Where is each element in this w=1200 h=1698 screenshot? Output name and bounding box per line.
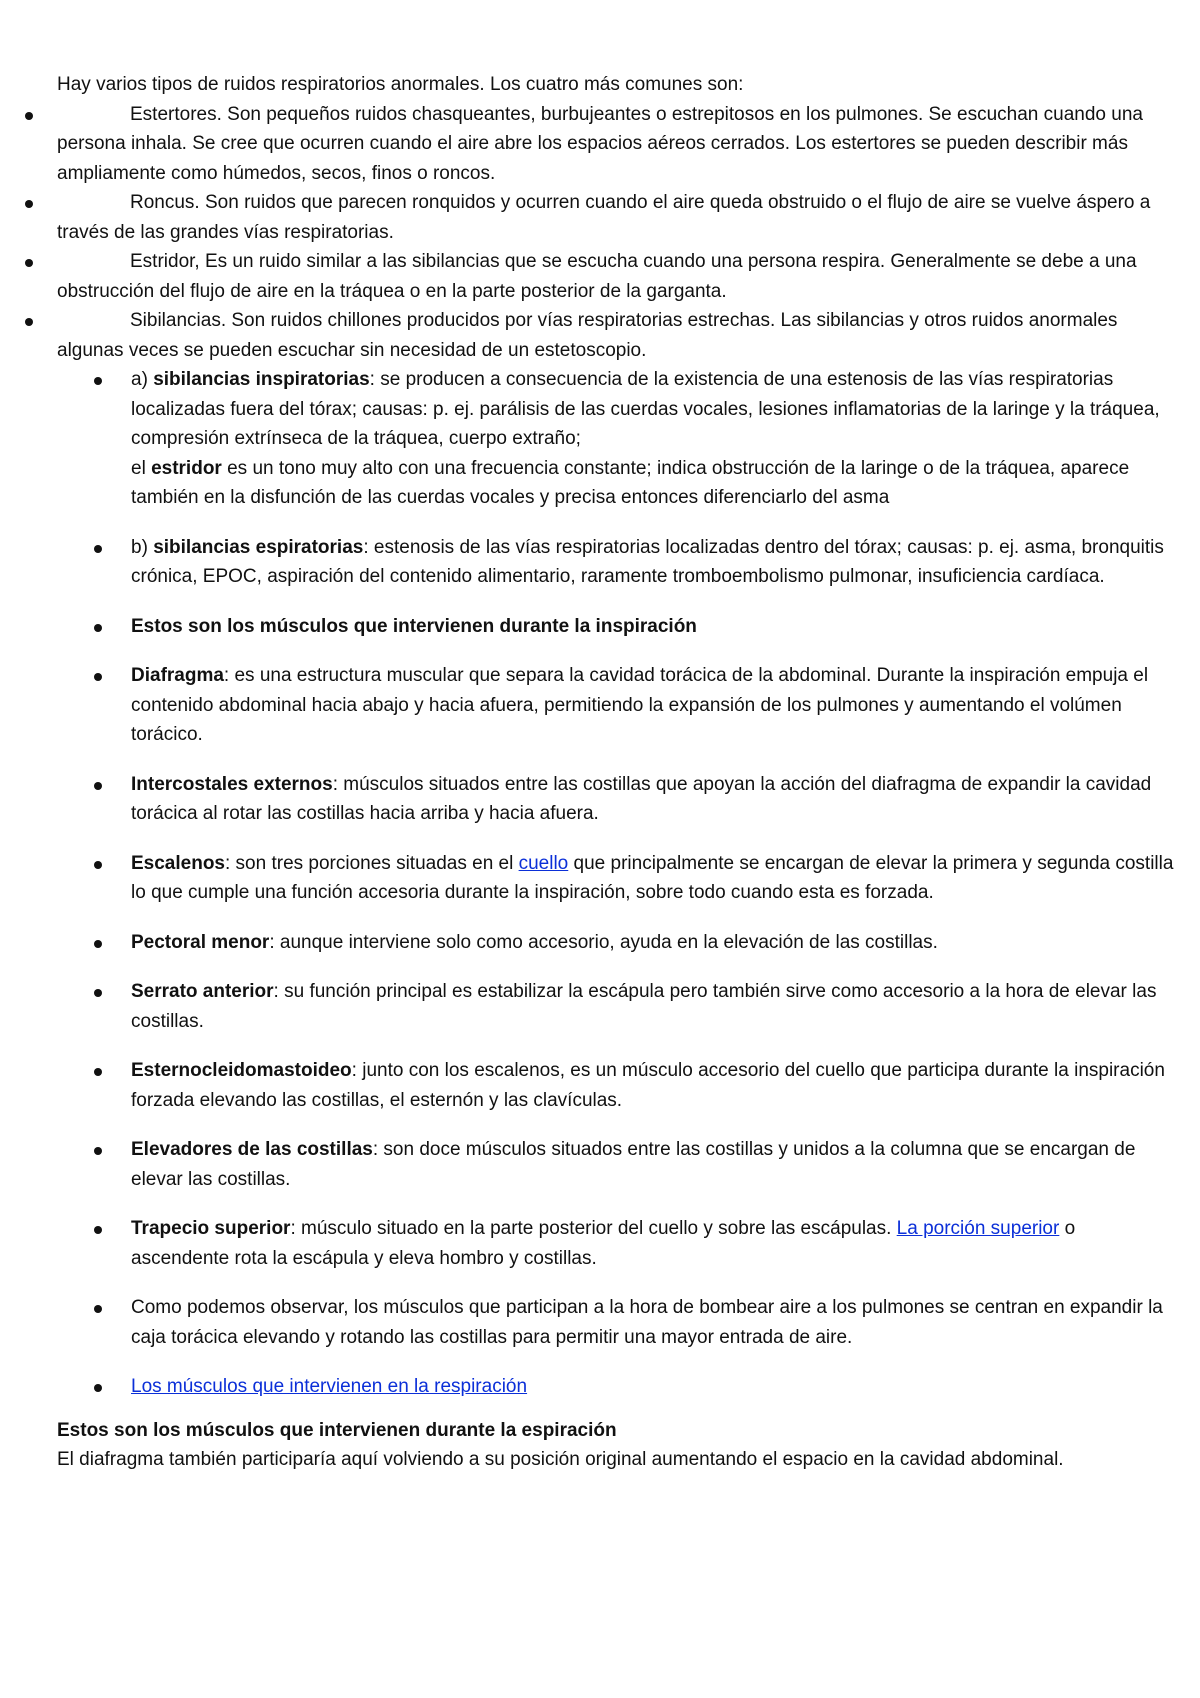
intro-paragraph: Hay varios tipos de ruidos respiratorios anormales. Los cuatro más comunes son: bbox=[57, 74, 744, 95]
term-label: Pectoral menor bbox=[131, 931, 270, 953]
list-item-estertores bbox=[57, 100, 1177, 189]
bullet-icon bbox=[94, 545, 102, 553]
term-label: Diafragma bbox=[131, 665, 224, 686]
list-item-text: Estertores. Son pequeños ruidos chasqueantes, burbujeantes o estrepitosos en los pulmones. Se escuchan cuando una persona inhala. Se cree que ocurren cuando el aire abre los espacios aéreos cerrados. Los estertores se pueden describir más ampliamente como húmedos, secos, finos o roncos. bbox=[57, 103, 1143, 184]
musculos-respiracion-link[interactable]: Los músculos que intervienen en la respiración bbox=[131, 1376, 528, 1397]
list-item-estridor bbox=[57, 247, 1177, 306]
list-item-sibilancias-espiratorias: b) sibilancias espiratorias: estenosis de las vías respiratorias localizadas dentro del tórax; causas: p. ej. asma, bronquitis crónica, EPOC, aspiración del contenido alimentario, raramente tromboembolismo pulmonar, insuficiencia cardíaca. bbox=[57, 533, 1177, 592]
bullet-icon bbox=[94, 1068, 102, 1076]
expiration-paragraph: El diafragma también participaría aquí volviendo a su posición original aumentando el espacio en la cavidad abdominal. bbox=[57, 1449, 1064, 1470]
term-label: Trapecio superior bbox=[131, 1218, 291, 1239]
bullet-icon bbox=[94, 940, 102, 948]
bullet-icon bbox=[94, 624, 102, 632]
bullet-icon bbox=[94, 1147, 102, 1155]
term-label: sibilancias espiratorias bbox=[153, 536, 364, 558]
expiration-heading: Estos son los músculos que intervienen durante la espiración bbox=[57, 1419, 617, 1441]
list-item-elevadores: Elevadores de las costillas: son doce músculos situados entre las costillas y unidos a la columna que se encargan de elevar las costillas. bbox=[57, 1135, 1177, 1194]
bullet-icon bbox=[94, 1305, 102, 1313]
bullet-icon bbox=[25, 259, 33, 267]
term-label: estridor bbox=[151, 457, 222, 479]
bullet-icon bbox=[94, 1384, 102, 1392]
list-item-pectoral: Pectoral menor: aunque interviene solo como accesorio, ayuda en la elevación de las costillas. bbox=[57, 928, 1177, 958]
term-label: sibilancias inspiratorias bbox=[153, 369, 370, 390]
term-label: Esternocleidomastoideo bbox=[131, 1060, 352, 1081]
list-item-serrato: Serrato anterior: su función principal es estabilizar la escápula pero también sirve como accesorio a la hora de elevar las costillas. bbox=[57, 977, 1177, 1036]
list-item-diafragma: Diafragma: es una estructura muscular que separa la cavidad torácica de la abdominal. Durante la inspiración empuja el contenido abdominal hacia abajo y hacia afuera, permitiendo la expansión de los pulmones y aumentando el volúmen torácico. bbox=[57, 661, 1177, 750]
list-item-link bbox=[57, 1372, 1177, 1402]
bullet-icon bbox=[94, 861, 102, 869]
term-label: Elevadores de las costillas bbox=[131, 1139, 373, 1160]
list-item-esternocleidomastoideo: Esternocleidomastoideo: junto con los escalenos, es un músculo accesorio del cuello que participa durante la inspiración forzada elevando las costillas, el esternón y las clavículas. bbox=[57, 1056, 1177, 1115]
term-label: Intercostales externos bbox=[131, 773, 333, 795]
bullet-icon bbox=[25, 200, 33, 208]
list-item-text: Sibilancias. Son ruidos chillones producidos por vías respiratorias estrechas. Las sibilancias y otros ruidos anormales algunas veces se pueden escuchar sin necesidad de un estetoscopio. bbox=[57, 310, 1118, 361]
term-label: Escalenos bbox=[131, 852, 225, 874]
list-item-trapecio: Trapecio superior: músculo situado en la parte posterior del cuello y sobre las escápulas. La porción superior o ascendente rota la escápula y eleva hombro y costillas. bbox=[57, 1214, 1177, 1273]
bullet-icon bbox=[94, 673, 102, 681]
list-item-roncus bbox=[57, 188, 1177, 247]
document-page bbox=[57, 70, 1177, 1475]
list-item-sibilancias bbox=[57, 306, 1177, 365]
list-item-inspiration-heading bbox=[57, 612, 1177, 642]
list-item-summary: Como podemos observar, los músculos que participan a la hora de bombear aire a los pulmones se centran en expandir la caja torácica elevando y rotando las costillas para permitir una mayor entrada de aire. bbox=[57, 1293, 1177, 1352]
list-item-text: Estridor, Es un ruido similar a las sibilancias que se escucha cuando una persona respira. Generalmente se debe a una obstrucción del flujo de aire en la tráquea o en la parte posterior de la garganta. bbox=[57, 251, 1137, 302]
bullet-icon bbox=[25, 318, 33, 326]
cuello-link[interactable]: cuello bbox=[518, 852, 569, 874]
list-item-sibilancias-inspiratorias: a) sibilancias inspiratorias: se producen a consecuencia de la existencia de una estenosis de las vías respiratorias localizadas fuera del tórax; causas: p. ej. parálisis de las cuerdas vocales, lesiones inflamatorias de la laringe y la tráquea, compresión extrínseca de la tráquea, cuerpo extraño; el estridor es un tono muy alto con una frecuencia constante; indica obstrucción de la laringe o de la tráquea, aparece también en la disfunción de las cuerdas vocales y precisa entonces diferenciarlo del asma bbox=[57, 365, 1177, 513]
list-item-text: Roncus. Son ruidos que parecen ronquidos y ocurren cuando el aire queda obstruido o el flujo de aire se vuelve áspero a través de las grandes vías respiratorias. bbox=[57, 192, 1151, 243]
bullet-icon bbox=[25, 112, 33, 120]
sub-list bbox=[57, 365, 1177, 1402]
list-item-intercostales: Intercostales externos: músculos situados entre las costillas que apoyan la acción del diafragma de expandir la cavidad torácica al rotar las costillas hacia arriba y hacia afuera. bbox=[57, 770, 1177, 829]
bullet-icon bbox=[94, 989, 102, 997]
section-heading: Estos son los músculos que intervienen durante la inspiración bbox=[131, 615, 697, 637]
list-item-escalenos: Escalenos: son tres porciones situadas en el cuello que principalmente se encargan de elevar la primera y segunda costilla lo que cumple una función accesoria durante la inspiración, sobre todo cuando esta es forzada. bbox=[57, 849, 1177, 908]
bullet-icon bbox=[94, 782, 102, 790]
term-label: Serrato anterior bbox=[131, 981, 274, 1002]
bullet-icon bbox=[94, 1226, 102, 1234]
porcion-superior-link[interactable]: La porción superior bbox=[896, 1218, 1060, 1239]
bullet-icon bbox=[94, 377, 102, 385]
